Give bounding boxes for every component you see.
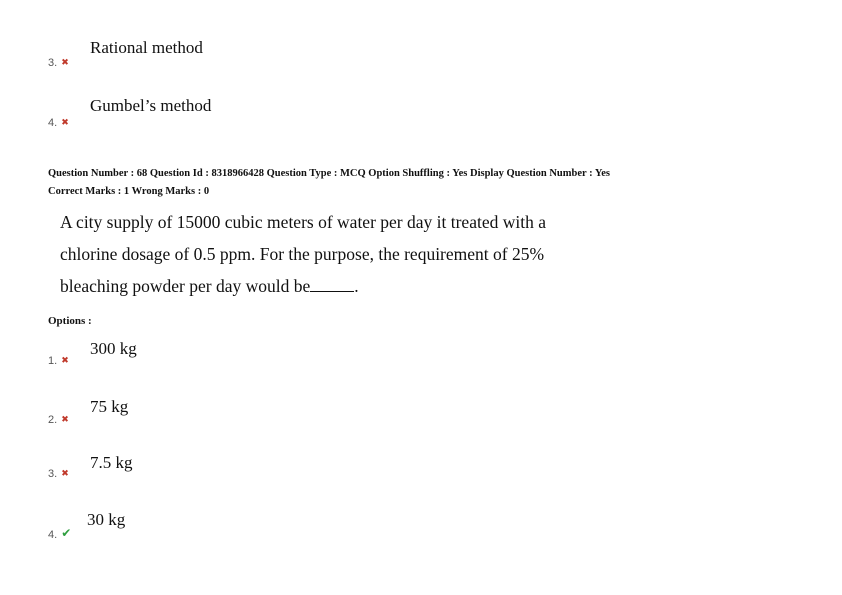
answer-blank — [310, 277, 354, 292]
cross-icon: ✖ — [61, 468, 69, 478]
question-text — [60, 206, 546, 302]
question-text-line2: chlorine dosage of 0.5 ppm. For the purpose, the requirement of 25% — [60, 244, 545, 264]
option-3-text: 7.5 kg — [90, 453, 133, 472]
option-1-text: 300 kg — [90, 339, 137, 358]
option-1-number — [48, 355, 69, 367]
prev-option-3-number — [48, 57, 69, 69]
option-number: 4. — [48, 529, 58, 541]
prev-option-4-text: Gumbel’s method — [90, 96, 212, 115]
question-text-line3-start: bleaching powder per day would be — [60, 276, 311, 296]
option-number: 4. — [48, 117, 58, 129]
option-number: 2. — [48, 414, 58, 426]
option-3-number — [48, 468, 69, 480]
question-meta-line1: Question Number : 68 Question Id : 8318966428 Question Type : MCQ Option Shuffling : Yes Display Question Number : Yes — [48, 168, 611, 179]
option-4-number — [48, 526, 71, 541]
options-label: Options : — [48, 315, 92, 327]
prev-option-3-text: Rational method — [90, 38, 203, 57]
cross-icon: ✖ — [61, 57, 69, 67]
option-2-number — [48, 414, 69, 426]
option-2-text: 75 kg — [90, 397, 129, 416]
prev-option-4-number — [48, 117, 69, 129]
cross-icon: ✖ — [61, 355, 69, 365]
option-number: 1. — [48, 355, 58, 367]
question-text-line3-end: . — [354, 276, 359, 296]
cross-icon: ✖ — [61, 414, 69, 424]
option-number: 3. — [48, 468, 58, 480]
option-number: 3. — [48, 57, 58, 69]
question-text-line3 — [60, 270, 546, 302]
check-icon: ✔ — [61, 526, 72, 540]
option-4-text: 30 kg — [87, 510, 126, 529]
question-meta-line2: Correct Marks : 1 Wrong Marks : 0 — [48, 186, 210, 197]
question-text-line1: A city supply of 15000 cubic meters of water per day it treated with a — [60, 212, 546, 232]
cross-icon: ✖ — [61, 117, 69, 127]
